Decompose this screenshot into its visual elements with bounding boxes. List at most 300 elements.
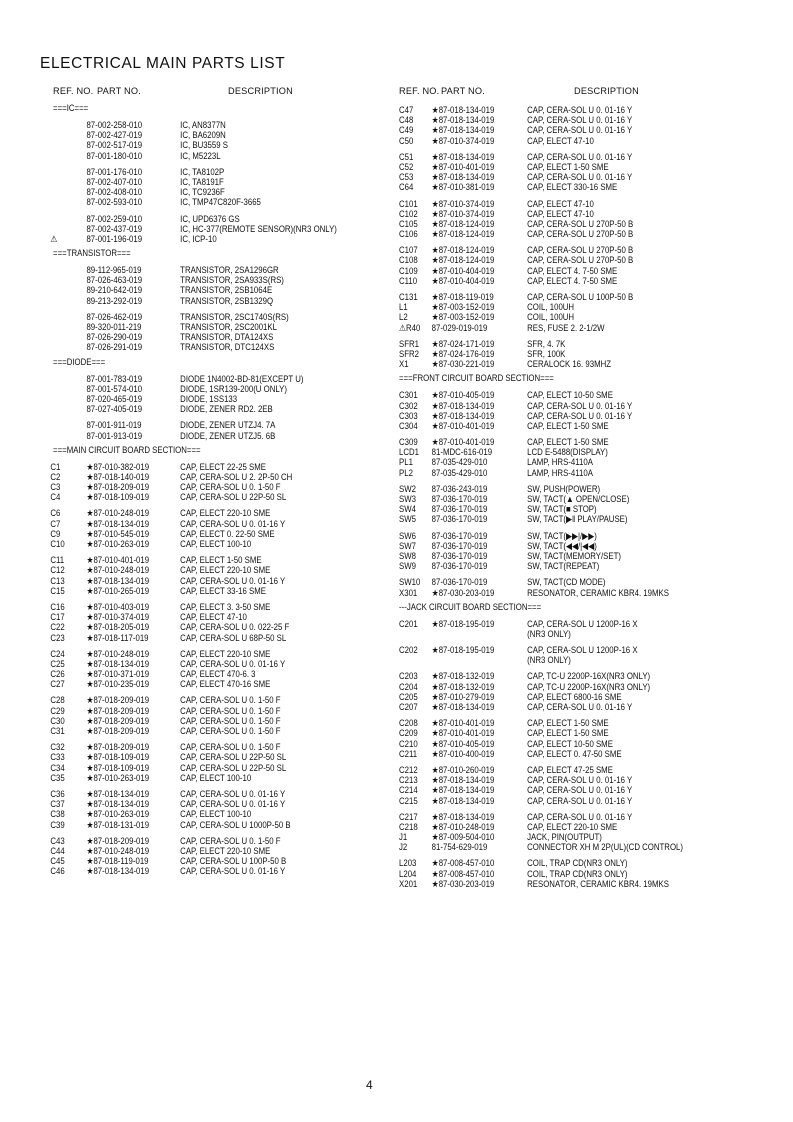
part-no: ★87-010-401-019: [431, 437, 495, 448]
ref-no: SFR2: [399, 348, 419, 359]
part-no: ★87-010-401-019: [431, 420, 495, 431]
part-no: ★87-009-504-010: [431, 832, 495, 843]
description: CAP, ELECT 47-25 SME: [527, 764, 613, 775]
description: CAP, ELECT 100-10: [180, 539, 252, 549]
part-no: ★87-018-209-019: [86, 695, 150, 706]
parts-list-right-column: [399, 86, 784, 889]
ref-no: C26: [50, 669, 65, 680]
ref-no: C38: [50, 809, 65, 820]
part-no: 87-001-913-019: [86, 430, 143, 441]
parts-row: [399, 302, 783, 312]
ref-no: SFR1: [399, 338, 419, 349]
part-no: ★87-010-248-019: [86, 565, 150, 576]
description: SW, TACT(■ STOP): [527, 504, 597, 515]
description: CAP, CERA-SOL U 0. 1-50 F: [180, 726, 281, 736]
description: IC, HC-377(REMOTE SENSOR)(NR3 ONLY): [180, 223, 337, 234]
description: CAP, ELECT 330-16 SME: [527, 182, 618, 193]
description: CAP, CERA-SOL U 0. 01-16 Y: [180, 799, 286, 810]
ref-no: C27: [50, 679, 65, 690]
ref-no: C35: [50, 772, 65, 783]
ref-no: SW9: [399, 561, 416, 572]
parts-row: [399, 255, 783, 265]
parts-row: [40, 508, 391, 518]
part-no: ★87-010-263-019: [86, 809, 150, 820]
ref-no: SW4: [399, 504, 416, 515]
description: CAP, CERA-SOL U 270P-50 B: [527, 218, 634, 229]
parts-row: [40, 659, 391, 669]
parts-row: [399, 858, 783, 868]
description: RES, FUSE 2. 2-1/2W: [527, 322, 605, 333]
ref-no: C303: [399, 410, 418, 421]
part-no: ★87-018-134-019: [431, 151, 495, 162]
part-no: ★87-018-134-019: [431, 410, 495, 421]
parts-row: [40, 866, 391, 876]
parts-row: [40, 633, 391, 643]
parts-row: [40, 519, 391, 529]
description: IC, BU3559 S: [180, 140, 229, 151]
parts-row: [40, 275, 391, 285]
ref-no: C22: [50, 622, 65, 633]
description: CAP, CERA-SOL U 0. 1-50 F: [180, 705, 281, 716]
description: RESONATOR, CERAMIC KBR4. 19MKS: [527, 587, 669, 598]
part-no: ★87-018-209-019: [86, 705, 150, 716]
parts-group: [40, 555, 392, 596]
parts-row: [399, 629, 783, 639]
parts-row: [399, 105, 783, 115]
parts-group: [399, 245, 784, 286]
part-no: 87-029-019-019: [431, 322, 488, 333]
parts-row: [399, 457, 783, 467]
part-no: ★87-018-119-019: [86, 856, 149, 867]
parts-row: [40, 763, 391, 773]
parts-row: [399, 136, 783, 146]
parts-group: [40, 836, 392, 877]
section-heading: ===FRONT CIRCUIT BOARD SECTION===: [399, 373, 554, 384]
ref-no: C33: [50, 752, 65, 763]
part-no: ★87-010-260-019: [431, 764, 495, 775]
ref-no: C101: [399, 198, 418, 209]
part-no: ★87-008-457-010: [431, 868, 495, 879]
description: SW, TACT(REPEAT): [527, 561, 600, 572]
ref-no: C44: [50, 845, 65, 856]
parts-row: [399, 229, 783, 239]
parts-row: [40, 120, 391, 130]
parts-row: [40, 742, 391, 752]
ref-no: C4: [50, 492, 61, 503]
description: CAP, ELECT 33-16 SME: [180, 585, 266, 596]
parts-row: [399, 125, 783, 135]
description: TRANSISTOR, DTA124XS: [180, 332, 274, 343]
part-no: ★87-010-248-019: [431, 821, 495, 832]
part-no: ★87-018-132-019: [431, 671, 495, 682]
description: CAP, ELECT 10-50 SME: [527, 390, 613, 401]
part-no: ★87-010-248-019: [86, 845, 150, 856]
part-no: ★87-010-248-019: [86, 648, 150, 659]
part-no: 87-001-574-010: [86, 383, 143, 394]
part-no: ★87-018-124-019: [431, 245, 495, 256]
description: CAP, ELECT 6800-16 SME: [527, 691, 622, 702]
parts-row: [40, 820, 391, 830]
parts-row: [399, 349, 783, 359]
part-no: 89-213-292-019: [86, 295, 143, 306]
description: (NR3 ONLY): [527, 628, 571, 639]
ref-no: C131: [399, 292, 418, 302]
part-no: 87-001-180-010: [86, 150, 143, 161]
part-no: ★87-018-109-019: [86, 492, 150, 503]
section-heading: ===TRANSISTOR===: [53, 248, 131, 259]
parts-row: [399, 115, 783, 125]
part-no: ★87-018-124-019: [431, 218, 495, 229]
part-no: ★87-018-134-019: [431, 785, 495, 796]
part-no: 89-320-011-219: [86, 322, 142, 332]
part-no: 87-001-176-010: [86, 166, 143, 177]
parts-group: [40, 508, 392, 549]
ref-no: C64: [399, 182, 414, 193]
parts-group: [40, 265, 392, 306]
part-no: 87-035-429-010: [431, 457, 488, 468]
parts-row: [399, 671, 783, 681]
parts-group: [399, 718, 784, 759]
part-no: ★87-018-109-019: [86, 752, 150, 763]
part-no: ★87-010-381-019: [431, 182, 495, 193]
parts-row: [40, 539, 391, 549]
parts-row: [399, 775, 783, 785]
ref-no: C301: [399, 390, 418, 401]
part-no: 87-035-429-010: [431, 467, 488, 478]
parts-row: [399, 514, 783, 524]
description: CAP, TC-U 2200P-16X(NR3 ONLY): [527, 681, 651, 692]
description: CAP, CERA-SOL U 0. 01-16 Y: [180, 788, 286, 799]
parts-group: [399, 199, 784, 240]
description: CAP, ELECT 47-10: [527, 208, 594, 219]
parts-row: [40, 130, 391, 140]
part-no: 87-002-517-019: [86, 140, 143, 151]
parts-row: [40, 649, 391, 659]
description: CAP, CERA-SOL U 68P-50 SL: [180, 632, 287, 643]
part-no: ★87-018-134-019: [431, 172, 495, 183]
ref-no: ⚠: [50, 233, 58, 244]
parts-row: [40, 726, 391, 736]
description: CAP, ELECT 0. 22-50 SME: [180, 528, 275, 539]
description: CAP, CERA-SOL U 22P-50 SL: [180, 762, 287, 773]
ref-no: C53: [399, 172, 414, 183]
parts-row: [40, 404, 391, 414]
description: CAP, CERA-SOL U 0. 01-16 Y: [527, 811, 633, 822]
part-no: ★87-018-134-019: [86, 518, 150, 529]
description: LAMP, HRS-4110A: [527, 467, 593, 478]
ref-no: C32: [50, 742, 65, 753]
part-no: ★87-018-117-019: [86, 632, 149, 643]
description: CAP, ELECT 0. 47-50 SME: [527, 748, 622, 759]
parts-row: [40, 177, 391, 187]
section-heading: ===IC===: [53, 103, 89, 113]
description: CAP, ELECT 4. 7-50 SME: [527, 265, 618, 276]
description: LAMP, HRS-4110A: [527, 457, 593, 468]
parts-row: [399, 749, 783, 759]
description: CAP, ELECT 1-50 SME: [527, 437, 609, 448]
parts-row: [399, 245, 783, 255]
parts-row: [399, 645, 783, 655]
parts-row: [40, 462, 391, 472]
parts-row: [40, 420, 391, 430]
ref-no: C302: [399, 400, 418, 411]
ref-no: C217: [399, 811, 418, 822]
parts-row: [40, 265, 391, 275]
description: TRANSISTOR, 2SB1329Q: [180, 295, 274, 306]
ref-no: C215: [399, 795, 418, 806]
part-no: 81-754-629-019: [431, 842, 488, 853]
ref-no: C36: [50, 788, 65, 799]
parts-group: [399, 645, 784, 665]
description: CAP, CERA-SOL U 270P-50 B: [527, 245, 634, 256]
ref-no-header: REF. NO.: [53, 86, 94, 96]
ref-no: C37: [50, 799, 65, 810]
ref-no: C3: [50, 482, 61, 493]
ref-no: C106: [399, 229, 418, 240]
description: IC, TA8191F: [180, 176, 224, 187]
description: TRANSISTOR, 2SC2001KL: [180, 322, 277, 332]
description: DIODE 1N4002-BD-81(EXCEPT U): [180, 373, 304, 384]
parts-row: [40, 716, 391, 726]
parts-row: [40, 167, 391, 177]
parts-list-right-body: [399, 105, 784, 889]
parts-row: [399, 531, 783, 541]
part-no: ★87-010-401-019: [86, 555, 150, 566]
description: CAP, CERA-SOL U 100P-50 B: [527, 292, 634, 302]
parts-row: [399, 266, 783, 276]
description: CAP, ELECT 220-10 SME: [180, 845, 271, 856]
ref-no: C24: [50, 648, 65, 659]
parts-row: [399, 702, 783, 712]
ref-no: C204: [399, 681, 418, 692]
ref-no: SW8: [399, 550, 416, 561]
description: CAP, TC-U 2200P-16X(NR3 ONLY): [527, 671, 651, 682]
description: SW, TACT(▶‖ PLAY/PAUSE): [527, 514, 628, 525]
description: DIODE, 1SS133: [180, 393, 238, 404]
part-no: ★87-010-404-019: [431, 275, 495, 286]
ref-no: C108: [399, 255, 418, 266]
parts-row: [40, 555, 391, 565]
description: CAP, CERA-SOL U 0. 01-16 Y: [527, 702, 633, 712]
part-no: ★87-018-119-019: [431, 292, 494, 302]
parts-row: [40, 332, 391, 342]
part-no: 87-001-196-019: [86, 233, 143, 244]
description: IC, M5223L: [180, 150, 221, 161]
description: IC, TMP47C820F-3665: [180, 197, 261, 208]
description: CAP, ELECT 1-50 SME: [527, 420, 609, 431]
description: RESONATOR, CERAMIC KBR4. 19MKS: [527, 878, 669, 889]
parts-row: [399, 718, 783, 728]
description: CAP, CERA-SOL U 0. 1-50 F: [180, 742, 281, 753]
parts-row: [399, 421, 783, 431]
part-no: ★87-018-134-019: [431, 400, 495, 411]
ref-no: C205: [399, 691, 418, 702]
part-no: 87-002-408-010: [86, 187, 143, 198]
parts-row: [40, 394, 391, 404]
ref-no: C214: [399, 785, 418, 796]
ref-no: X201: [399, 878, 418, 889]
parts-group: [399, 577, 784, 597]
parts-group: [399, 390, 784, 431]
ref-no: C107: [399, 245, 418, 256]
ref-no: SW5: [399, 514, 416, 525]
description: CAP, CERA-SOL U 2. 2P-50 CH: [180, 471, 293, 482]
part-no: 81-MDC-616-019: [431, 447, 493, 458]
description: CAP, CERA-SOL U 1000P-50 B: [180, 819, 291, 830]
description: TRANSISTOR, 2SB1064E: [180, 285, 273, 296]
parts-group: [399, 812, 784, 853]
parts-row: [399, 541, 783, 551]
parts-row: [399, 879, 783, 889]
description: TRANSISTOR, DTC124XS: [180, 342, 275, 353]
ref-no: C39: [50, 819, 65, 830]
ref-no: C45: [50, 856, 65, 867]
parts-row: [40, 187, 391, 197]
part-no: 87-036-170-019: [431, 504, 488, 515]
ref-no: C211: [399, 748, 418, 759]
parts-row: [40, 612, 391, 622]
ref-no: C1: [50, 461, 61, 472]
ref-no: C51: [399, 151, 414, 162]
parts-group: [40, 167, 392, 208]
parts-row: [399, 312, 783, 322]
description: TRANSISTOR, 2SA933S(RS): [180, 275, 284, 286]
part-no: 87-036-170-019: [431, 494, 488, 504]
parts-group: [40, 462, 392, 503]
part-no: ★87-018-134-019: [431, 811, 495, 822]
part-no: ★87-018-134-019: [86, 799, 150, 810]
ref-no: C17: [50, 612, 65, 623]
description: CAP, CERA-SOL U 0. 01-16 Y: [527, 795, 633, 806]
ref-no: J1: [399, 832, 408, 843]
description: TRANSISTOR, 2SA1296GR: [180, 265, 279, 276]
parts-row: [40, 836, 391, 846]
part-no: ★87-018-134-019: [431, 115, 495, 126]
parts-group: [399, 619, 784, 639]
parts-row: [40, 472, 391, 482]
parts-row: [40, 151, 391, 161]
description: CAP, ELECT 470-16 SME: [180, 679, 271, 690]
part-no: 89-210-642-019: [86, 285, 143, 296]
ref-no: PL2: [399, 467, 413, 478]
part-no: ★87-018-131-019: [86, 819, 150, 830]
part-no: ★87-030-221-019: [431, 359, 495, 370]
parts-row: [40, 706, 391, 716]
description: CAP, ELECT 47-10: [527, 198, 594, 209]
ref-no: C52: [399, 161, 414, 172]
parts-row: [399, 692, 783, 702]
parts-group: [40, 602, 392, 643]
description: CAP, ELECT 1-50 SME: [527, 718, 609, 729]
part-no: 87-002-259-010: [86, 213, 143, 224]
description: COIL, 100UH: [527, 312, 575, 323]
description: CAP, CERA-SOL U 1200P-16 X: [527, 645, 638, 656]
ref-no-header: REF. NO.: [399, 86, 440, 96]
parts-group: [40, 214, 392, 245]
part-no: ★87-018-134-019: [431, 702, 495, 712]
parts-row: [40, 846, 391, 856]
parts-row: [40, 856, 391, 866]
parts-row: [40, 773, 391, 783]
parts-row: [399, 812, 783, 822]
part-no-header: PART NO.: [97, 86, 141, 96]
part-no: ★87-010-263-019: [86, 772, 150, 783]
parts-group: [40, 742, 392, 783]
parts-group: [399, 671, 784, 712]
part-no: ★87-024-176-019: [431, 348, 495, 359]
description: DIODE, ZENER RD2. 2EB: [180, 404, 273, 415]
parts-row: [399, 655, 783, 665]
part-no: ★87-010-401-019: [431, 718, 495, 729]
ref-no: C209: [399, 728, 418, 739]
ref-no: SW10: [399, 577, 421, 588]
description: CAP, ELECT 47-10: [527, 135, 594, 146]
part-no: ★87-010-404-019: [431, 265, 495, 276]
description: CAP, ELECT 22-25 SME: [180, 461, 266, 472]
ref-no: SW7: [399, 540, 416, 551]
description: CAP, ELECT 100-10: [180, 772, 252, 783]
part-no: 87-036-170-019: [431, 514, 488, 525]
parts-row: [399, 588, 783, 598]
part-no: 87-036-170-019: [431, 530, 488, 541]
part-no: ★87-018-134-019: [431, 775, 495, 786]
part-no: 87-002-258-010: [86, 120, 143, 130]
ref-no: C10: [50, 539, 65, 549]
parts-row: [399, 276, 783, 286]
ref-no: C31: [50, 726, 65, 736]
parts-row: [399, 292, 783, 302]
ref-no: C28: [50, 695, 65, 706]
description: CAP, ELECT 220-10 SME: [180, 508, 271, 519]
ref-no: C13: [50, 575, 65, 586]
parts-group: [40, 695, 392, 736]
part-no: 87-026-291-019: [86, 342, 143, 353]
description: CONNECTOR XH M 2P(UL)(CD CONTROL): [527, 842, 683, 853]
part-no: 87-026-290-019: [86, 332, 143, 343]
description: CAP, ELECT 1-50 SME: [180, 555, 262, 566]
description: CAP, CERA-SOL U 0. 01-16 Y: [180, 658, 286, 669]
ref-no: C105: [399, 218, 418, 229]
ref-no: C11: [50, 555, 65, 566]
description: CAP, ELECT 10-50 SME: [527, 738, 613, 749]
parts-row: [399, 339, 783, 349]
part-no: ★87-030-203-019: [431, 878, 495, 889]
description: DIODE, ZENER UTZJ5. 6B: [180, 430, 276, 441]
description: CAP, CERA-SOL U 22P-50 SL: [180, 492, 287, 503]
part-no: ★87-010-374-019: [431, 198, 495, 209]
part-no: ★87-018-195-019: [431, 618, 495, 629]
parts-group: [40, 789, 392, 830]
ref-no: L203: [399, 858, 417, 869]
ref-no: X1: [399, 359, 409, 370]
ref-no: L1: [399, 302, 408, 313]
part-no: ★87-010-235-019: [86, 679, 150, 690]
parts-row: [40, 586, 391, 596]
part-no: ★87-010-403-019: [86, 601, 150, 612]
ref-no: C48: [399, 115, 414, 126]
description: CAP, ELECT 220-10 SME: [180, 565, 271, 576]
ref-no: PL1: [399, 457, 413, 468]
parts-group: [40, 120, 392, 161]
parts-row: [399, 682, 783, 692]
description: CERALOCK 16. 93MHZ: [527, 359, 612, 370]
description: CAP, CERA-SOL U 0. 1-50 F: [180, 835, 281, 846]
part-no: ★87-010-405-019: [431, 390, 495, 401]
ref-no: L204: [399, 868, 417, 879]
ref-no: C43: [50, 835, 65, 846]
parts-row: [40, 431, 391, 441]
part-no: 89-112-965-019: [86, 265, 142, 276]
